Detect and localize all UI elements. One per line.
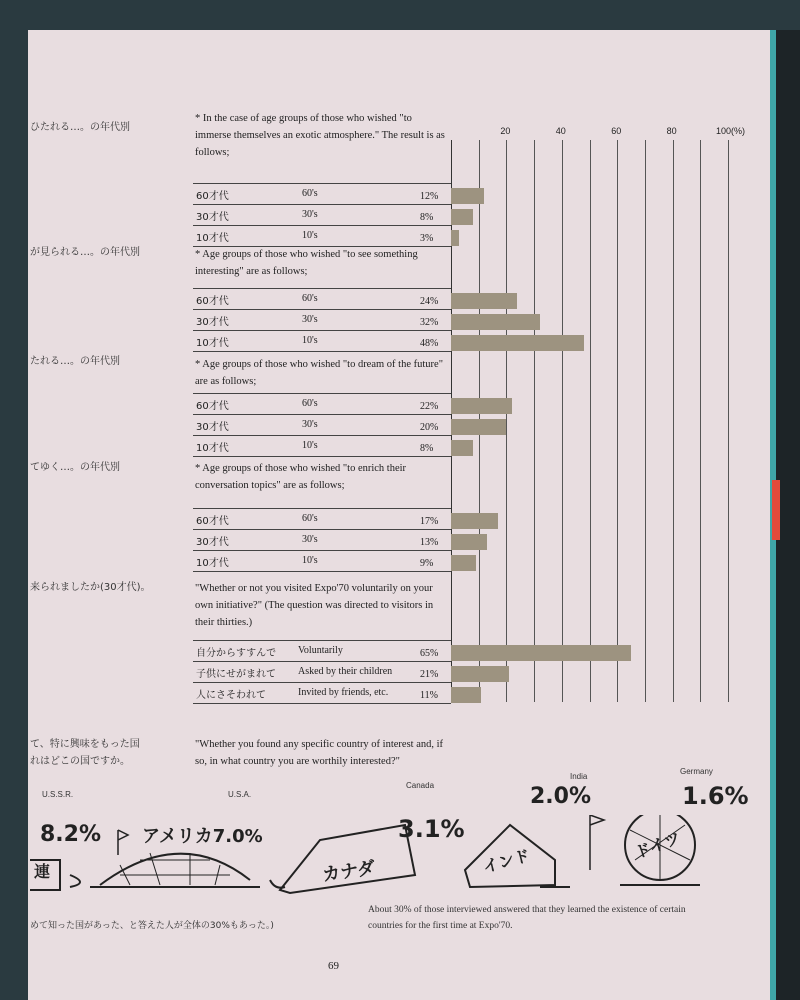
axis-tick-label: 80 (666, 126, 677, 136)
margin-text-1: ひたれる…。の年代別 (30, 122, 130, 133)
bar (451, 645, 631, 661)
india-jp-text: インド (480, 845, 533, 877)
grid-line (700, 140, 701, 702)
row-rule (193, 508, 451, 509)
row-label-en: 10's (302, 230, 318, 241)
axis-tick-label: 20 (500, 126, 511, 136)
axis-tick-label: 60 (611, 126, 622, 136)
row-label-jp: 60才代 (196, 191, 229, 202)
grid-line (506, 140, 507, 702)
margin-text-4: てゆく…。の年代別 (30, 462, 120, 473)
country-value-germany: 1.6% (682, 782, 749, 810)
bar (451, 534, 487, 550)
row-label-en: 30's (302, 419, 318, 430)
row-rule (193, 456, 451, 457)
country-label-canada: Canada (406, 781, 435, 790)
row-percent: 8% (420, 212, 434, 223)
axis-tick-label: 40 (555, 126, 566, 136)
row-rule (193, 393, 451, 394)
row-label-jp: 30才代 (196, 317, 229, 328)
country-label-usa: U.S.A. (228, 790, 252, 799)
row-label-en: 60's (302, 188, 318, 199)
row-label-en: 60's (302, 293, 318, 304)
grid-line (617, 140, 618, 702)
row-label-en: Asked by their children (298, 666, 393, 677)
bar (451, 188, 484, 204)
row-label-en: 60's (302, 398, 318, 409)
row-label-en: 10's (302, 555, 318, 566)
bar (451, 666, 509, 682)
row-rule (193, 682, 451, 683)
row-rule (193, 288, 451, 289)
row-rule (193, 309, 451, 310)
section-intro: * Age groups of those who wished "to enrich their conversation topics" are as follows; (195, 463, 407, 491)
row-label-en: 10's (302, 335, 318, 346)
row-label-jp: 30才代 (196, 212, 229, 223)
row-rule (193, 529, 451, 530)
row-percent: 9% (420, 558, 434, 569)
row-label-en: Voluntarily (298, 645, 343, 656)
row-percent: 24% (420, 296, 439, 307)
bar (451, 398, 512, 414)
footnote: About 30% of those interviewed answered that they learned the existence of certain countries for the first time at Expo'70. (368, 905, 686, 931)
row-percent: 8% (420, 443, 434, 454)
bar (451, 335, 584, 351)
section-intro: * Age groups of those who wished "to see something interesting" are as follows; (195, 249, 418, 277)
bar (451, 513, 498, 529)
row-label-en: 30's (302, 209, 318, 220)
pavilion-illustrations (30, 815, 750, 915)
row-percent: 11% (420, 690, 438, 701)
bar (451, 440, 473, 456)
bar (451, 209, 473, 225)
grid-line (673, 140, 674, 702)
row-rule (193, 183, 451, 184)
bar (451, 293, 517, 309)
country-value-usa: アメリカ7.0% (142, 826, 263, 847)
row-rule (193, 661, 451, 662)
row-percent: 48% (420, 338, 439, 349)
country-value-canada: 3.1% (398, 815, 465, 843)
germany-jp-text: ドイツ (632, 828, 684, 863)
row-percent: 12% (420, 191, 439, 202)
row-percent: 3% (420, 233, 434, 244)
row-rule (193, 703, 451, 704)
margin-text-7: れはどこの国ですか。 (30, 756, 130, 767)
row-label-jp: 子供にせがまれて (196, 669, 276, 680)
row-rule (193, 330, 451, 331)
margin-text-2: が見られる…。の年代別 (30, 247, 140, 258)
row-label-jp: 10才代 (196, 443, 229, 454)
row-rule (193, 550, 451, 551)
bar (451, 419, 506, 435)
section-intro: * Age groups of those who wished "to dream of the future" are as follows; (195, 359, 443, 387)
margin-text-5: 来られましたか(30才代)。 (30, 582, 151, 593)
row-label-jp: 人にさそわれて (196, 690, 266, 701)
row-label-en: 30's (302, 534, 318, 545)
row-label-en: 60's (302, 513, 318, 524)
margin-text-3: たれる…。の年代別 (30, 356, 120, 367)
country-label-germany: Germany (680, 767, 713, 776)
row-label-jp: 60才代 (196, 516, 229, 527)
grid-line (562, 140, 563, 702)
country-value-ussr: 8.2% (40, 822, 102, 847)
canada-jp-text: カナダ (321, 857, 377, 886)
grid-line (645, 140, 646, 702)
margin-text-8: めて知った国があった、と答えた人が全体の30%もあった。) (30, 921, 274, 931)
row-rule (193, 435, 451, 436)
axis-tick-label: 100(%) (716, 126, 746, 136)
row-rule (193, 225, 451, 226)
country-value-india: 2.0% (530, 784, 592, 809)
page-number: 69 (328, 960, 339, 972)
country-label-ussr: U.S.S.R. (42, 790, 74, 799)
row-label-jp: 10才代 (196, 233, 229, 244)
row-percent: 32% (420, 317, 439, 328)
row-rule (193, 640, 451, 641)
row-label-jp: 10才代 (196, 338, 229, 349)
row-percent: 17% (420, 516, 439, 527)
margin-text-6: て、特に興味をもった国 (30, 739, 140, 750)
section-intro: * In the case of age groups of those who wished "to immerse themselves an exotic atmosphere." The result is as follows; (195, 113, 445, 158)
grid-line (534, 140, 535, 702)
row-rule (193, 414, 451, 415)
grid-line (728, 140, 729, 702)
row-percent: 13% (420, 537, 439, 548)
row-label-jp: 30才代 (196, 537, 229, 548)
page-edge-red-tab (772, 480, 780, 540)
row-label-jp: 30才代 (196, 422, 229, 433)
row-rule (193, 351, 451, 352)
row-rule (193, 571, 451, 572)
bar (451, 555, 476, 571)
row-rule (193, 204, 451, 205)
ussr-jp-text: 連 (34, 862, 51, 881)
row-label-jp: 自分からすすんで (196, 648, 277, 659)
row-percent: 22% (420, 401, 439, 412)
countries-question: "Whether you found any specific country of interest and, if so, in what country you are worthily interested?" (195, 739, 444, 767)
row-percent: 21% (420, 669, 439, 680)
country-label-india: India (570, 772, 588, 781)
row-label-en: Invited by friends, etc. (298, 687, 389, 698)
row-label-en: 30's (302, 314, 318, 325)
bar (451, 230, 459, 246)
usa-pavilion-icon (90, 830, 260, 887)
row-label-jp: 60才代 (196, 296, 229, 307)
row-percent: 65% (420, 648, 439, 659)
bar (451, 687, 481, 703)
section-intro: "Whether or not you visited Expo'70 voluntarily on your own initiative?" (The question was directed to visitors in their thirties.) (195, 583, 434, 628)
row-label-jp: 60才代 (196, 401, 229, 412)
row-label-jp: 10才代 (196, 558, 229, 569)
row-percent: 20% (420, 422, 439, 433)
bar (451, 314, 540, 330)
row-label-en: 10's (302, 440, 318, 451)
grid-line (590, 140, 591, 702)
